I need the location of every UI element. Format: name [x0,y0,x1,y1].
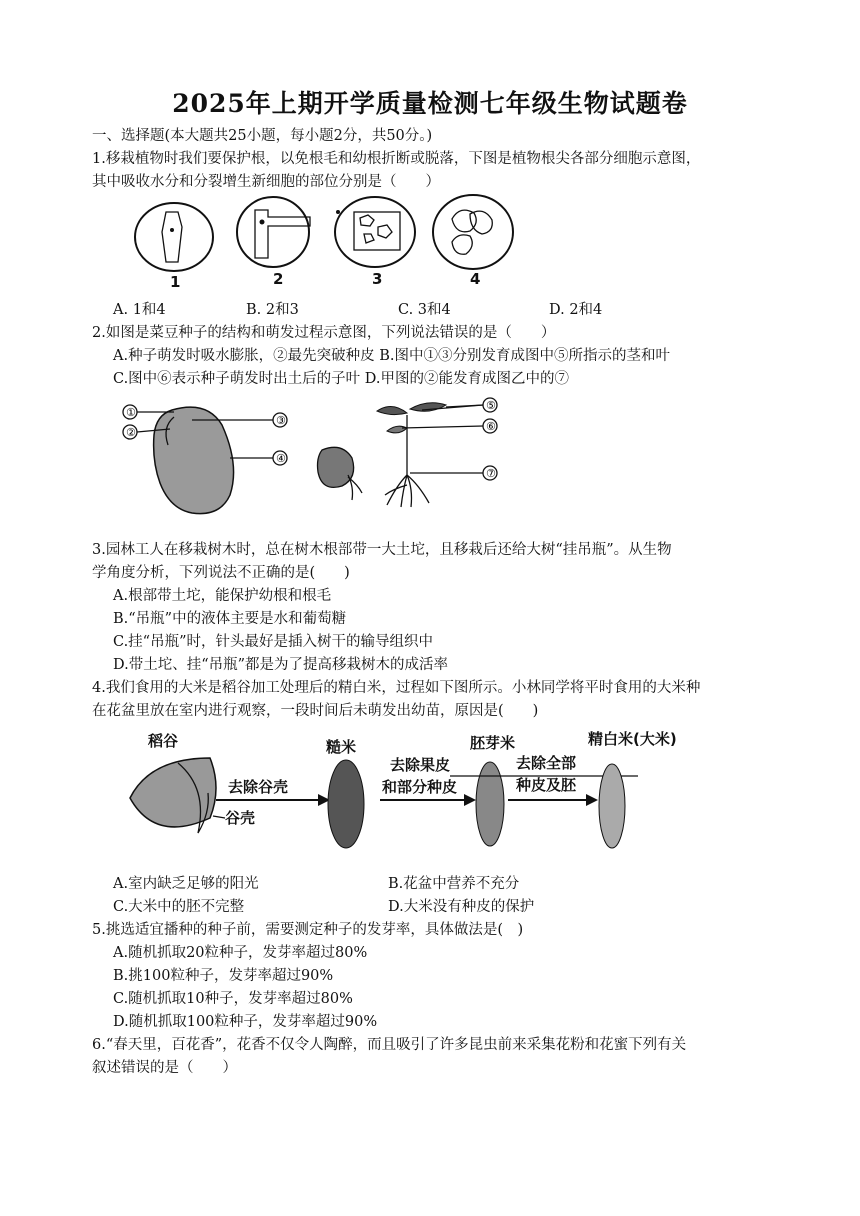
q6-stem-line1: 6.“春天里，百花香”，花香不仅令人陶醉，而且吸引了许多昆虫前来采集花粉和花蜜下列有关 [92,1037,687,1053]
q1-stem-line2: 其中吸收水分和分裂增生新细胞的部位分别是（ ） [92,174,440,190]
q1-fig-label-3: 3 [372,270,383,288]
q1-fig-label-1: 1 [170,273,181,291]
q2-bean-seed-figure [112,395,512,515]
q5-option-b: B.挑100粒种子，发芽率超过90% [113,968,334,984]
q4-rice-process-figure [118,728,718,858]
q2-label-4: ④ [276,452,286,465]
q1-option-c: C. 3和4 [398,302,451,318]
q2-label-5: ⑤ [486,399,496,412]
q2-options-line1: A.种子萌发时吸水膨胀，②最先突破种皮 B.图中①③分别发育成图中⑤所指示的茎和叶 [113,348,670,364]
q4-stem-line2: 在花盆里放在室内进行观察，一段时间后未萌发出幼苗，原因是( ) [92,703,539,719]
q4-label-jingbaimi: 精白米(大米) [588,730,677,748]
q1-option-a: A. 1和4 [113,302,166,318]
root-cell-4 [433,195,513,269]
q4-label-step2b: 和部分种皮 [382,778,458,796]
q4-label-guke: 谷壳 [225,809,256,827]
q1-fig-label-4: 4 [470,270,481,288]
q1-option-b: B. 2和3 [246,302,299,318]
q2-label-6: ⑥ [486,420,496,433]
q1-stem-line1: 1.移栽植物时我们要保护根，以免根毛和幼根折断或脱落，下图是植物根尖各部分细胞示意图， [92,151,701,167]
q4-option-d: D.大米没有种皮的保护 [388,899,535,915]
q5-option-c: C.随机抓取10种子，发芽率超过80% [113,991,353,1007]
q2-label-2: ② [126,426,136,439]
germ-rice-drawing [476,762,504,846]
q4-label-step2a: 去除果皮 [390,756,451,774]
q4-option-b: B.花盆中营养不充分 [388,876,520,892]
q2-label-1: ① [126,406,136,419]
q3-option-b: B.“吊瓶”中的液体主要是水和葡萄糖 [113,611,347,627]
q3-stem-line1: 3.园林工人在移栽树木时，总在树木根部带一大土坨，且移栽后还给大树“挂吊瓶”。从生物 [92,542,672,558]
q4-label-step1: 去除谷壳 [228,778,289,796]
q6-stem-line2: 叙述错误的是（ ） [92,1060,237,1076]
q4-label-zaomi: 糙米 [326,738,357,756]
root-cell-2 [237,197,310,267]
root-cell-1 [135,203,213,271]
q2-options-line2: C.图中⑥表示种子萌发时出土后的子叶 D.甲图的②能发育成图乙中的⑦ [113,371,570,387]
brown-rice-drawing [328,760,364,848]
q4-label-step3a: 去除全部 [516,754,577,772]
page-title: 2025年上期开学质量检测七年级生物试题卷 [172,89,688,118]
rice-grain-drawing [130,758,216,827]
q4-stem-line1: 4.我们食用的大米是稻谷加工处理后的精白米，过程如下图所示。小林同学将平时食用的大米种 [92,680,701,696]
white-rice-drawing [599,764,625,848]
q4-option-a: A.室内缺乏足够的阳光 [113,876,259,892]
q3-stem-line2: 学角度分析，下列说法不正确的是( ) [92,565,350,581]
q1-root-cell-figure [120,192,540,291]
q3-option-d: D.带土坨、挂“吊瓶”都是为了提高移栽树木的成活率 [113,657,449,673]
q5-option-d: D.随机抓取100粒种子，发芽率超过90% [113,1014,378,1030]
q2-stem: 2.如图是菜豆种子的结构和萌发过程示意图，下列说法错误的是（ ） [92,325,556,341]
q2-label-3: ③ [276,414,286,427]
q2-label-7: ⑦ [486,467,496,480]
root-cell-3 [335,197,415,267]
q3-option-a: A.根部带土坨，能保护幼根和根毛 [113,588,332,604]
q4-label-step3b: 种皮及胚 [516,776,577,794]
germinating-seed-drawing [318,447,354,487]
q4-option-c: C.大米中的胚不完整 [113,899,245,915]
q3-option-c: C.挂“吊瓶”时，针头最好是插入树干的输导组织中 [113,634,434,650]
q4-label-peiyami: 胚芽米 [470,734,516,752]
q5-stem: 5.挑选适宜播种的种子前，需要测定种子的发芽率，具体做法是( ) [92,922,524,938]
section-heading: 一、选择题(本大题共25小题，每小题2分，共50分。) [92,128,433,144]
q1-option-d: D. 2和4 [549,302,603,318]
q5-option-a: A.随机抓取20粒种子，发芽率超过80% [113,945,368,961]
q4-label-daogu: 稻谷 [148,732,179,750]
bean-seed-drawing [154,407,234,513]
q1-fig-label-2: 2 [273,270,284,288]
seedling-drawing [377,403,446,507]
